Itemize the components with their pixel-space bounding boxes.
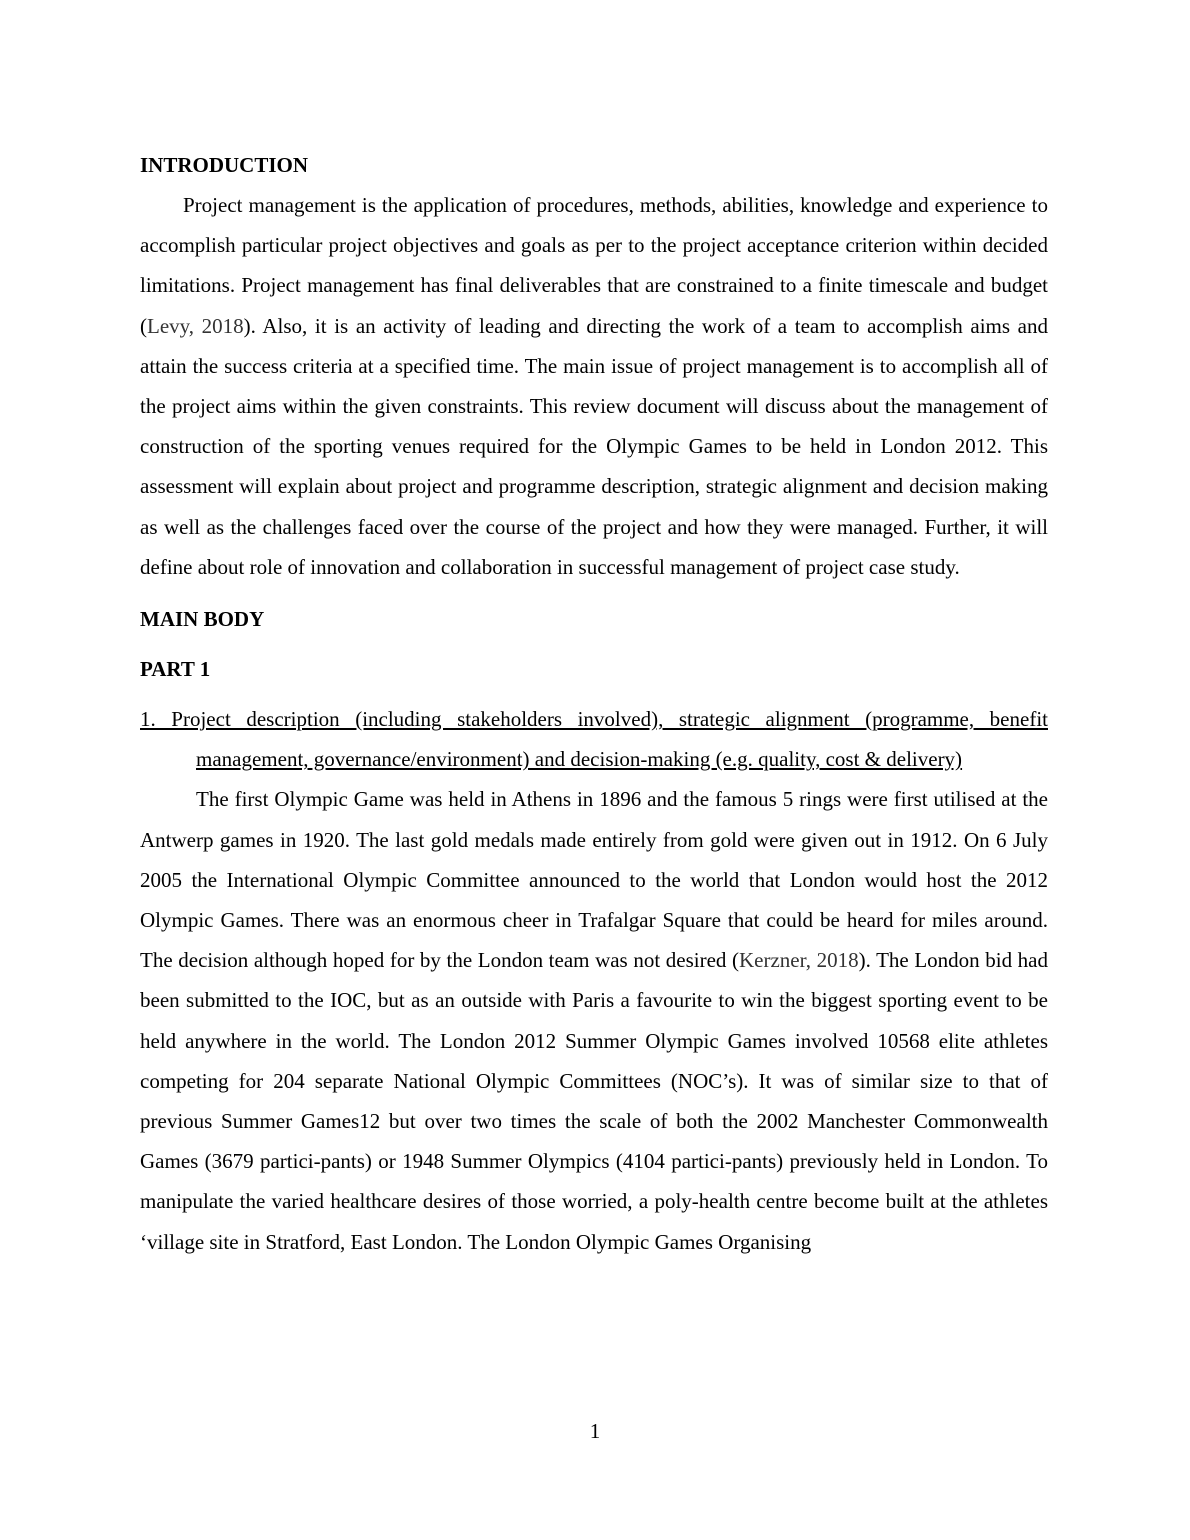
body-citation: Kerzner, 2018 xyxy=(739,948,859,973)
document-page xyxy=(140,145,1048,1262)
page-number: 1 xyxy=(589,1419,601,1443)
body-text-part1: The first Olympic Game was held in Athens in 1896 and the famous 5 rings were first utilised at the Antwerp games in 1920. The last gold medals made entirely from gold were given out in 1912. On 6 July 2005 the International Olympic Committee announced to the world that London would host the 2012 Olympic Games. There was an enormous cheer in Trafalgar Square that could be heard for miles around. The decision although hoped for by the London team was not desired ( xyxy=(140,787,1048,973)
intro-paragraph xyxy=(140,185,1048,587)
intro-citation: Levy, 2018 xyxy=(147,313,244,338)
intro-text-part2: ). Also, it is an activity of leading and directing the work of a team to accomplish aims and attain the success criteria at a specified time. The main issue of project management is to accomplish all of the project aims within the given constraints. This review document will discuss about the management of construction of the sporting venues required for the Olympic Games to be held in London 2012. This assessment will explain about project and programme description, strategic alignment and decision making as well as the challenges faced over the course of the project and how they were managed. Further, it will define about role of innovation and collaboration in successful management of project case study. xyxy=(140,313,1049,579)
spacer xyxy=(140,639,1048,649)
question-heading: 1. Project description (including stakeholders involved), strategic alignment (programme, benefit management, governance/environment) and decision-making (e.g. quality, cost & delivery) xyxy=(140,707,1048,772)
spacer xyxy=(140,587,1048,599)
body-paragraph xyxy=(140,779,1048,1261)
spacer xyxy=(140,689,1048,699)
intro-text-part1: Project management is the application of procedures, methods, abilities, knowledge and experience to accomplish particular project objectives and goals as per to the project acceptance criterion within decided limitations. Project management has final deliverables that are constrained to a finite timescale and budget ( xyxy=(140,193,1048,338)
intro-heading: INTRODUCTION xyxy=(140,153,309,177)
part-heading: PART 1 xyxy=(140,657,211,682)
body-text-part2: ). The London bid had been submitted to the IOC, but as an outside with Paris a favourite to win the biggest sporting event to be held anywhere in the world. The London 2012 Summer Olympic Games involved 10568 elite athletes competing for 204 separate National Olympic Committees (NOC’s). It was of similar size to that of previous Summer Games12 but over two times the scale of both the 2002 Manchester Commonwealth Games (3679 partici-pants) or 1948 Summer Olympics (4104 partici-pants) previously held in London. To manipulate the varied healthcare desires of those worried, a poly-health centre become built at the athletes ‘village site in Stratford, East London. The London Olympic Games Organising xyxy=(140,948,1048,1254)
main-body-heading: MAIN BODY xyxy=(140,607,265,632)
